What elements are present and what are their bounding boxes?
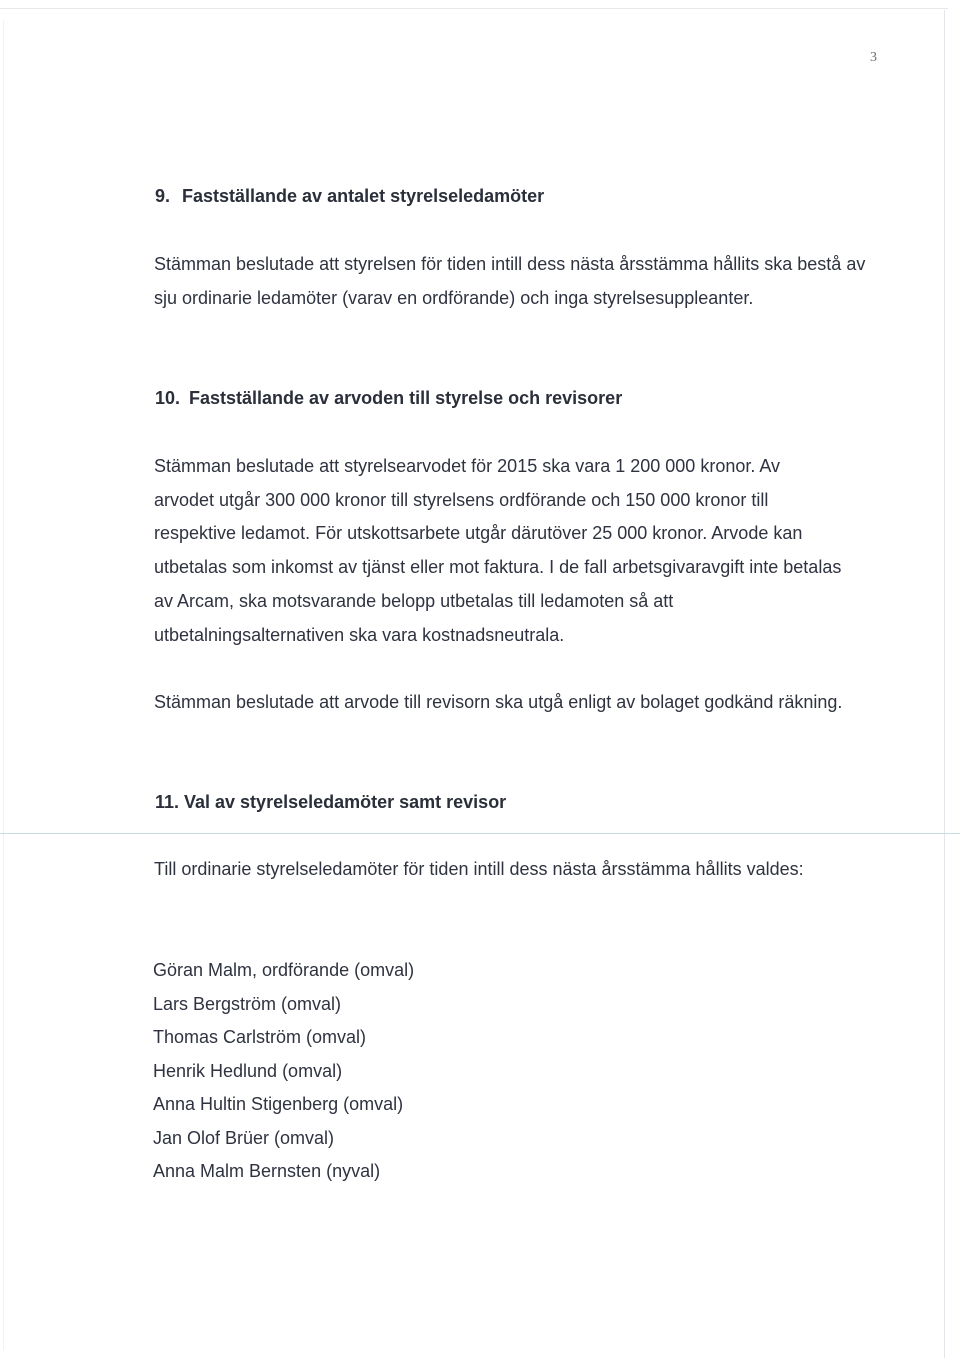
- list-item: Göran Malm, ordförande (omval): [153, 960, 415, 980]
- section-9-number: 9.: [155, 186, 171, 206]
- section-11-title: Val av styrelseledamöter samt revisor: [184, 792, 507, 812]
- section-10-paragraph-2: Stämman beslutade att arvode till revisorn ska utgå enligt av bolaget godkänd räkning.: [154, 692, 843, 712]
- list-item: Lars Bergström (omval): [153, 993, 342, 1014]
- scan-line: [0, 833, 960, 834]
- board-members-list: [153, 954, 414, 1189]
- section-10-title: Fastställande av arvoden till styrelse och revisorer: [189, 388, 623, 408]
- list-item: Anna Malm Bernsten (nyval): [153, 1161, 381, 1181]
- section-11-number: 11.: [155, 792, 180, 812]
- page-number: 3: [870, 50, 877, 65]
- section-10-heading: [155, 388, 622, 409]
- list-item: Jan Olof Brüer (omval): [153, 1127, 335, 1148]
- section-11-paragraph: Till ordinarie styrelseledamöter för tiden intill dess nästa årsstämma hållits valdes:: [154, 859, 804, 879]
- section-9-heading: [155, 186, 544, 207]
- list-item: Henrik Hedlund (omval): [153, 1060, 343, 1081]
- list-item: Anna Hultin Stigenberg (omval): [153, 1094, 404, 1114]
- list-item: Thomas Carlström (omval): [153, 1027, 367, 1047]
- section-10-paragraph-1: Stämman beslutade att styrelsearvodet för 2015 ska vara 1 200 000 kronor. Av arvodet utgår 300 000 kronor till styrelsens ordförande och 150 000 kronor till respektive ledamot. För utskottsarbete utgår därutöver 25 000 kronor. Arvode kan utbetalas som inkomst av tjänst eller mot faktura. I de fall arbetsgivaravgift inte betalas av Arcam, ska motsvarande belopp utbetalas till ledamoten så att utbetalningsalternativen ska vara kostnadsneutrala.: [154, 456, 842, 645]
- page-edge-right: [944, 10, 945, 1358]
- section-11-heading: [155, 792, 506, 813]
- page-edge-left: [3, 20, 4, 1350]
- section-10-number: 10.: [155, 388, 181, 408]
- section-9-title: Fastställande av antalet styrelseledamöter: [182, 186, 545, 206]
- section-9-paragraph: Stämman beslutade att styrelsen för tiden intill dess nästa årsstämma hållits ska bestå av sju ordinarie ledamöter (varav en ordförande) och inga styrelsesuppleanter.: [154, 254, 866, 308]
- page-edge-top: [0, 8, 948, 9]
